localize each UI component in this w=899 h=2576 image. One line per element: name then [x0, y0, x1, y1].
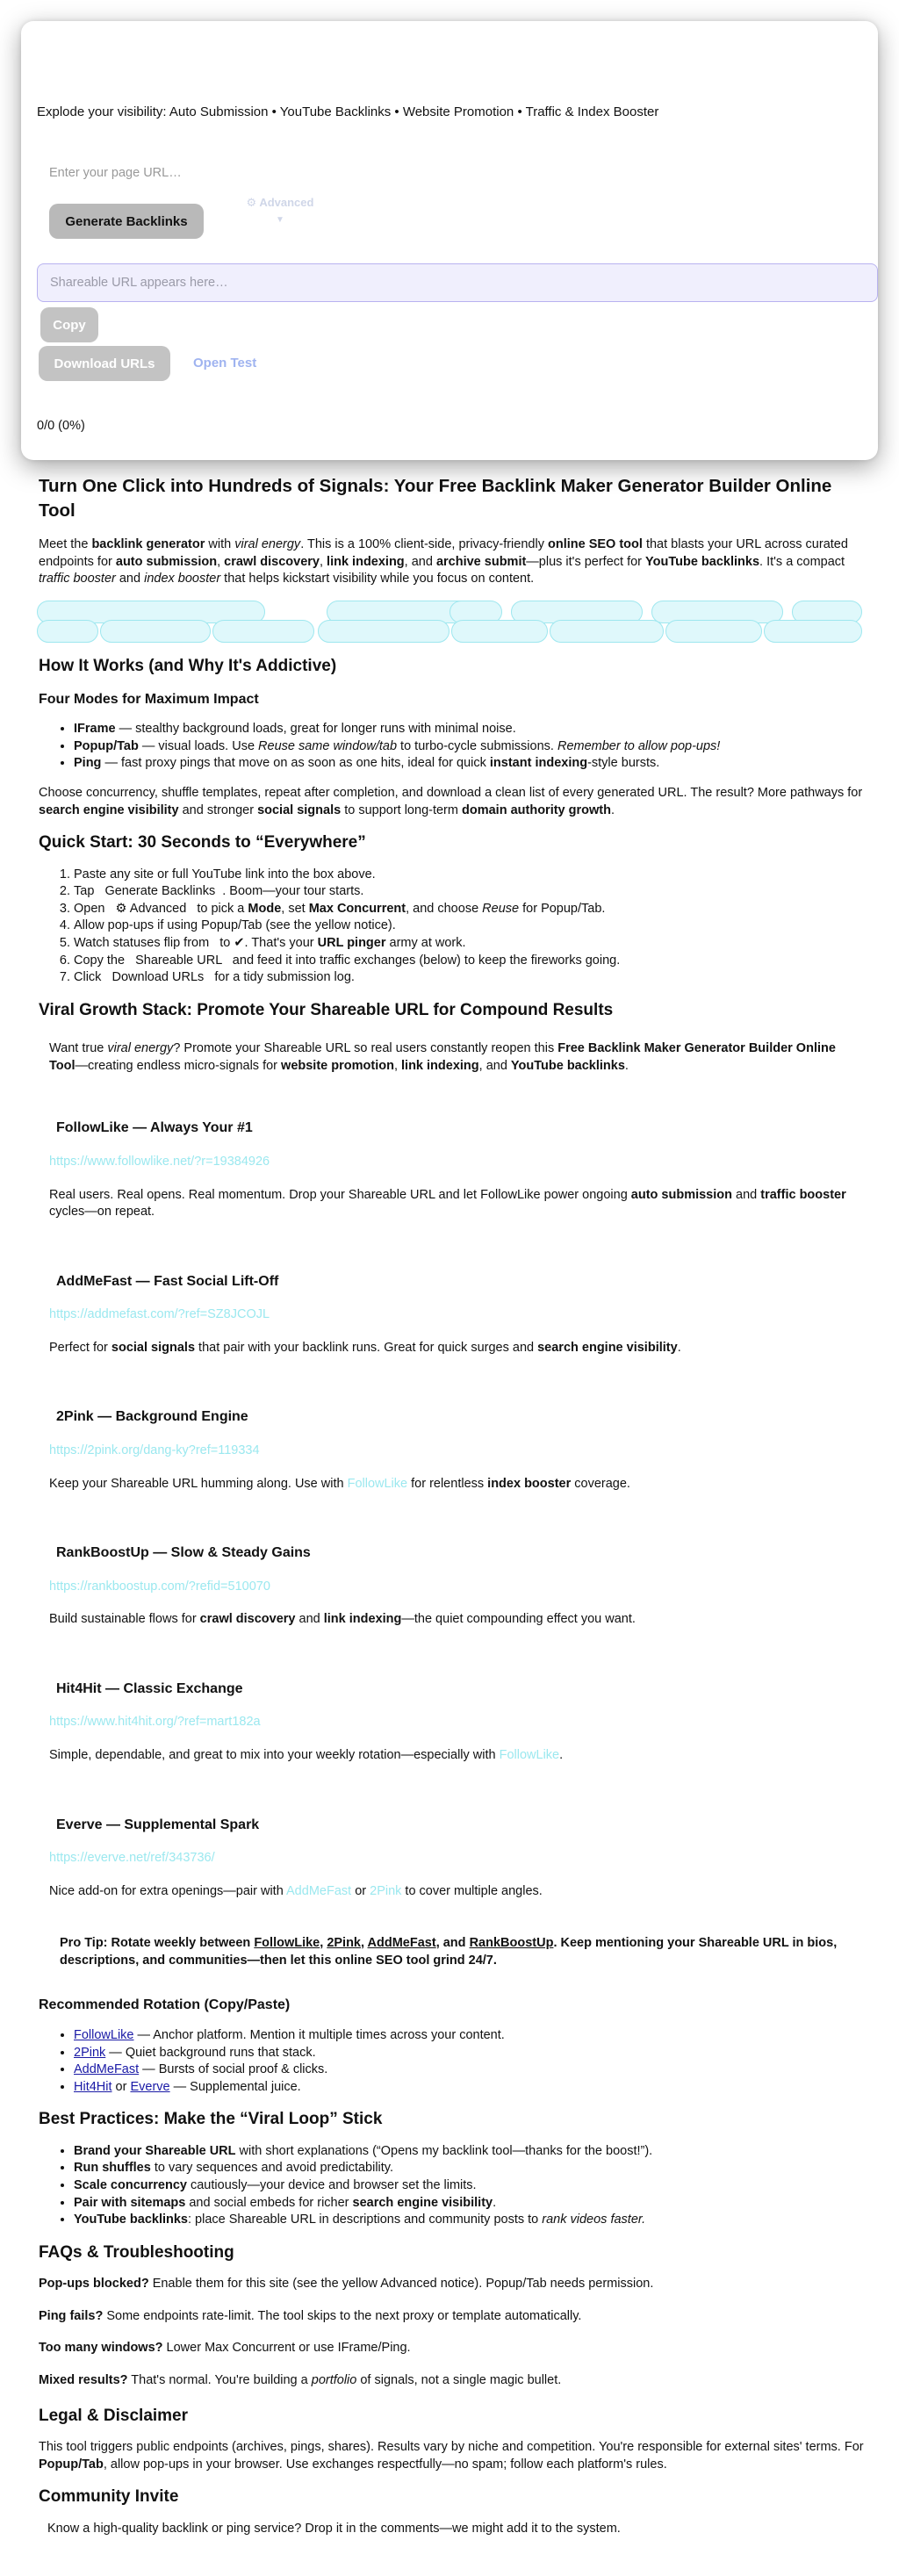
followlike-inline-link[interactable]: FollowLike — [499, 1748, 560, 1763]
pill — [550, 620, 664, 643]
exchange-link-hit4hit[interactable]: https://www.hit4hit.org/?ref=mart182a — [49, 1715, 261, 1730]
how-paragraph: Choose concurrency, shuffle templates, repeat after completion, and download a clean list of every generated URL. The result? More pathways for search engine visibility and stronger social signals to support long-term domain authority growth. — [39, 785, 863, 817]
advanced-toggle[interactable] — [232, 195, 328, 226]
pill — [100, 620, 211, 643]
list-item: • Ping — fast proxy pings that move on as soon as one hits, ideal for quick instant indexing-style bursts. — [74, 755, 864, 773]
list-item: 6. Copy the Shareable URL and feed it into traffic exchanges (below) to keep the fireworks going. — [74, 953, 864, 970]
legal-title: Legal & Disclaimer — [39, 2406, 189, 2425]
modes-title: Four Modes for Maximum Impact — [39, 691, 259, 707]
community-title: Community Invite — [39, 2487, 179, 2507]
viral-title: Viral Growth Stack: Promote Your Shareable URL for Compound Results — [39, 1000, 614, 1019]
list-item: 4. Allow pop-ups if using Popup/Tab (see the yellow notice). — [74, 917, 864, 935]
list-item: 7. Click Download URLs for a tidy submission log. — [74, 969, 864, 987]
open-test-link[interactable]: Open Test — [193, 356, 257, 371]
shareable-url-field[interactable]: Shareable URL appears here… — [37, 263, 878, 302]
faq-item: Pop-ups blocked? Enable them for this site (see the yellow Advanced notice). Popup/Tab needs permission. — [39, 2277, 654, 2292]
rankboostup-link[interactable]: RankBoostUp — [469, 1936, 554, 1951]
list-item: • Scale concurrency cautiously—your device and browser set the limits. — [74, 2177, 864, 2195]
exchange-desc-hit4hit: Simple, dependable, and great to mix into your weekly rotation—especially with FollowLike. — [49, 1748, 564, 1763]
exchange-title-followlike: FollowLike — Always Your #1 — [56, 1120, 253, 1136]
faq-item: Ping fails? Some endpoints rate-limit. The tool skips to the next proxy or template automatically. — [39, 2308, 582, 2323]
decorative-pill-cluster — [37, 601, 864, 650]
2pink-link[interactable]: 2Pink — [74, 2045, 106, 2060]
pill — [665, 620, 762, 643]
exchange-link-followlike[interactable]: https://www.followlike.net/?r=19384926 — [49, 1155, 270, 1169]
how-title: How It Works (and Why It's Addictive) — [39, 657, 337, 676]
best-practices-list — [39, 2143, 864, 2229]
exchange-link-rankboostup[interactable]: https://rankboostup.com/?refid=510070 — [49, 1579, 270, 1594]
exchange-desc-followlike: Real users. Real opens. Real momentum. Drop your Shareable URL and let FollowLike power ongoing auto submission and traffic booster cycles—on repeat. — [49, 1187, 846, 1220]
intro-paragraph: Meet the backlink generator with viral energy. This is a 100% client-side, privacy-friendly online SEO tool that blasts your URL across curated endpoints for auto submission, crawl discovery, link indexing, and archive submit—plus it's perfect for YouTube backlinks. It's a compact traffic booster and index booster that helps kickstart visibility while you focus on content. — [39, 537, 848, 586]
followlike-inline-link[interactable]: FollowLike — [347, 1476, 408, 1491]
pill — [212, 620, 314, 643]
copy-button[interactable]: Copy — [40, 307, 98, 342]
article — [39, 474, 864, 2551]
list-item: 3. Open ⚙ Advanced to pick a Mode, set Max Concurrent, and choose Reuse for Popup/Tab. — [74, 901, 864, 918]
viral-intro: Want true viral energy? Promote your Shareable URL so real users constantly reopen this Free Backlink Maker Generator Builder Online Tool—creating endless micro-signals for website promotion, link indexing, and YouTube backlinks. — [49, 1041, 836, 1073]
faq-item: Too many windows? Lower Max Concurrent or use IFrame/Ping. — [39, 2341, 411, 2356]
advanced-label: ⚙ Advanced — [246, 196, 314, 209]
addmefast-inline-link[interactable]: AddMeFast — [286, 1883, 352, 1898]
url-input[interactable] — [47, 160, 311, 186]
exchange-link-everve[interactable]: https://everve.net/ref/343736/ — [49, 1851, 215, 1866]
legal-paragraph: This tool triggers public endpoints (archives, pings, shares). Results vary by niche and competition. You're responsible for external sites' terms. For Popup/Tab, allow pop-ups in your browser. Use exchanges respectfully—no spam; follow each platform's rules. — [39, 2440, 864, 2472]
list-item: • IFrame — stealthy background loads, great for longer runs with minimal noise. — [74, 721, 864, 738]
quick-start-title: Quick Start: 30 Seconds to “Everywhere” — [39, 833, 366, 853]
pill — [764, 620, 862, 643]
faq-list — [39, 2276, 864, 2389]
faq-title: FAQs & Troubleshooting — [39, 2242, 234, 2262]
chevron-down-icon: ▼ — [276, 214, 284, 225]
followlike-link[interactable]: FollowLike — [74, 2028, 134, 2043]
progress-counter: 0/0 (0%) — [37, 419, 85, 433]
list-item: • Pair with sitemaps and social embeds for richer search engine visibility. — [74, 2195, 864, 2213]
pill — [451, 620, 548, 643]
exchange-link-addmefast[interactable]: https://addmefast.com/?ref=SZ8JCOJL — [49, 1307, 270, 1322]
list-item: 2. Tap Generate Backlinks . Boom—your tour starts. — [74, 883, 864, 901]
list-item: • YouTube backlinks: place Shareable URL in descriptions and community posts to rank videos faster. — [74, 2212, 864, 2229]
download-urls-button[interactable]: Download URLs — [39, 346, 170, 381]
exchange-title-hit4hit: Hit4Hit — Classic Exchange — [56, 1680, 243, 1696]
2pink-link[interactable]: 2Pink — [327, 1936, 361, 1951]
rotation-list — [39, 2027, 864, 2096]
list-item: • Hit4Hit or Everve — Supplemental juice. — [74, 2079, 864, 2097]
everve-link[interactable]: Everve — [130, 2079, 170, 2094]
community-invite-text: Know a high-quality backlink or ping service? Drop it in the comments—we might add it to the system. — [47, 2522, 621, 2536]
rotation-title: Recommended Rotation (Copy/Paste) — [39, 1997, 291, 2013]
generate-backlinks-button[interactable]: Generate Backlinks — [49, 204, 204, 239]
quick-start-steps — [39, 867, 864, 987]
modes-list — [39, 721, 864, 773]
exchange-desc-addmefast: Perfect for social signals that pair with your backlink runs. Great for quick surges and search engine visibility. — [49, 1340, 681, 1355]
list-item: 5. Watch statuses flip from to ✔. That's your URL pinger army at work. — [74, 935, 864, 953]
exchange-link-2pink[interactable]: https://2pink.org/dang-ky?ref=119334 — [49, 1443, 260, 1458]
best-practices-title: Best Practices: Make the “Viral Loop” Stick — [39, 2110, 383, 2129]
pill — [318, 620, 450, 643]
exchange-title-2pink: 2Pink — Background Engine — [56, 1409, 248, 1425]
exchange-desc-everve: Nice add-on for extra openings—pair with AddMeFast or 2Pink to cover multiple angles. — [49, 1883, 543, 1898]
list-item: • Popup/Tab — visual loads. Use Reuse same window/tab to turbo-cycle submissions. Remember to allow pop-ups! — [74, 738, 864, 756]
2pink-inline-link[interactable]: 2Pink — [370, 1883, 402, 1898]
followlike-link[interactable]: FollowLike — [254, 1936, 320, 1951]
list-item: • Brand your Shareable URL with short explanations (“Opens my backlink tool—thanks for the boost!”). — [74, 2143, 864, 2161]
tagline: Explode your visibility: Auto Submission • YouTube Backlinks • Website Promotion • Traffic & Index Booster — [37, 104, 659, 119]
pro-tip: Pro Tip: Rotate weekly between FollowLike, 2Pink, AddMeFast, and RankBoostUp. Keep mentioning your Shareable URL in bios, descriptions, and communities—then let this online SEO tool grind 24/7. — [60, 1936, 838, 1968]
exchange-title-rankboostup: RankBoostUp — Slow & Steady Gains — [56, 1545, 311, 1561]
tool-card — [21, 21, 878, 460]
exchange-title-addmefast: AddMeFast — Fast Social Lift-Off — [56, 1273, 279, 1289]
faq-item: Mixed results? That's normal. You're building a portfolio of signals, not a single magic bullet. — [39, 2373, 562, 2388]
list-item: • Run shuffles to vary sequences and avoid predictability. — [74, 2160, 864, 2177]
exchange-desc-rankboostup: Build sustainable flows for crawl discovery and link indexing—the quiet compounding effect you want. — [49, 1612, 636, 1627]
addmefast-link[interactable]: AddMeFast — [74, 2062, 140, 2077]
list-item: • 2Pink — Quiet background runs that stack. — [74, 2045, 864, 2062]
intro-title: Turn One Click into Hundreds of Signals: Your Free Backlink Maker Generator Builder Online Tool — [39, 476, 832, 521]
viral-growth-section — [39, 1040, 864, 1969]
exchange-title-everve: Everve — Supplemental Spark — [56, 1817, 260, 1832]
exchange-desc-2pink: Keep your Shareable URL humming along. Use with FollowLike for relentless index booster coverage. — [49, 1476, 630, 1491]
list-item: 1. Paste any site or full YouTube link into the box above. — [74, 867, 864, 884]
hit4hit-link[interactable]: Hit4Hit — [74, 2079, 112, 2094]
pill — [37, 620, 98, 643]
list-item: • AddMeFast — Bursts of social proof & clicks. — [74, 2062, 864, 2079]
list-item: • FollowLike — Anchor platform. Mention it multiple times across your content. — [74, 2027, 864, 2045]
addmefast-link[interactable]: AddMeFast — [367, 1936, 436, 1951]
